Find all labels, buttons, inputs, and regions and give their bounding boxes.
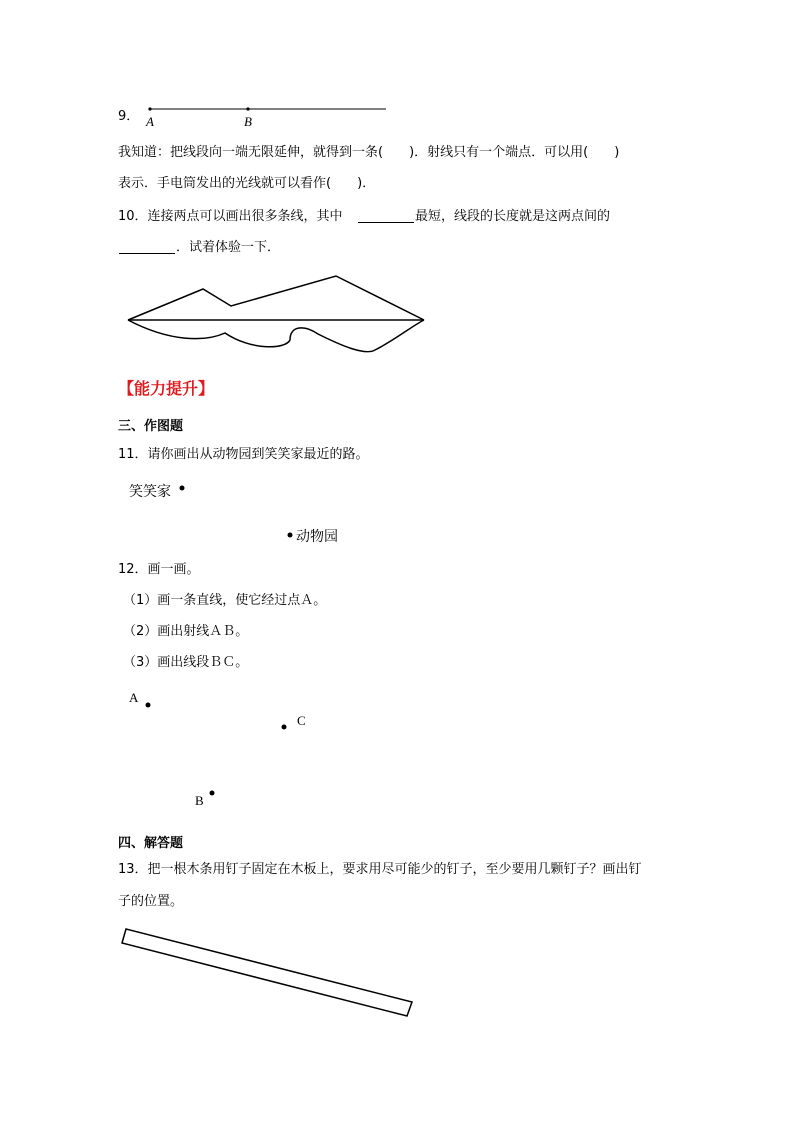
q9-text-line2: 表示．手电筒发出的光线就可以看作( )． bbox=[118, 176, 376, 191]
q9-number: 9． bbox=[118, 109, 140, 124]
q11-text: 11．请你画出从动物园到笑笑家最近的路。 bbox=[118, 447, 369, 462]
section4-title: 四、解答题 bbox=[118, 836, 184, 851]
q12-item-2: （2）画出射线ＡＢ。 bbox=[123, 624, 249, 639]
q12-point-c-label: C bbox=[297, 713, 306, 728]
q12-point-a-label: A bbox=[129, 690, 139, 705]
q10-text-line1-b: 最短，线段的长度就是这两点间的 bbox=[415, 209, 611, 224]
q9-point-a-label: A bbox=[146, 114, 154, 129]
q11-place-home: 笑笑家 bbox=[129, 484, 171, 500]
section3-title: 三、作图题 bbox=[118, 419, 184, 434]
q12-item-1: （1）画一条直线，使它经过点Ａ。 bbox=[123, 593, 327, 608]
q12-point-b-label: B bbox=[195, 793, 204, 808]
q12-item-3: （3）画出线段ＢＣ。 bbox=[123, 655, 249, 670]
q10-text-line2: ．试着体验一下． bbox=[176, 240, 281, 255]
q13-text-line1: 13．把一根木条用钉子固定在木板上，要求用尽可能少的钉子，至少要用几颗钉子？画出钉 bbox=[118, 862, 642, 877]
q10-text-line1-a: 10．连接两点可以画出很多条线，其中 bbox=[118, 209, 343, 224]
q12-title: 12．画一画。 bbox=[118, 562, 200, 577]
q13-text-line2: 子的位置。 bbox=[118, 894, 184, 909]
q9-text-line1: 我知道：把线段向一端无限延伸，就得到一条( )．射线只有一个端点．可以用( ) bbox=[118, 145, 620, 160]
q11-place-zoo: 动物园 bbox=[296, 529, 338, 545]
section-heading: 【能力提升】 bbox=[118, 379, 215, 398]
q9-point-b-label: B bbox=[244, 114, 252, 129]
